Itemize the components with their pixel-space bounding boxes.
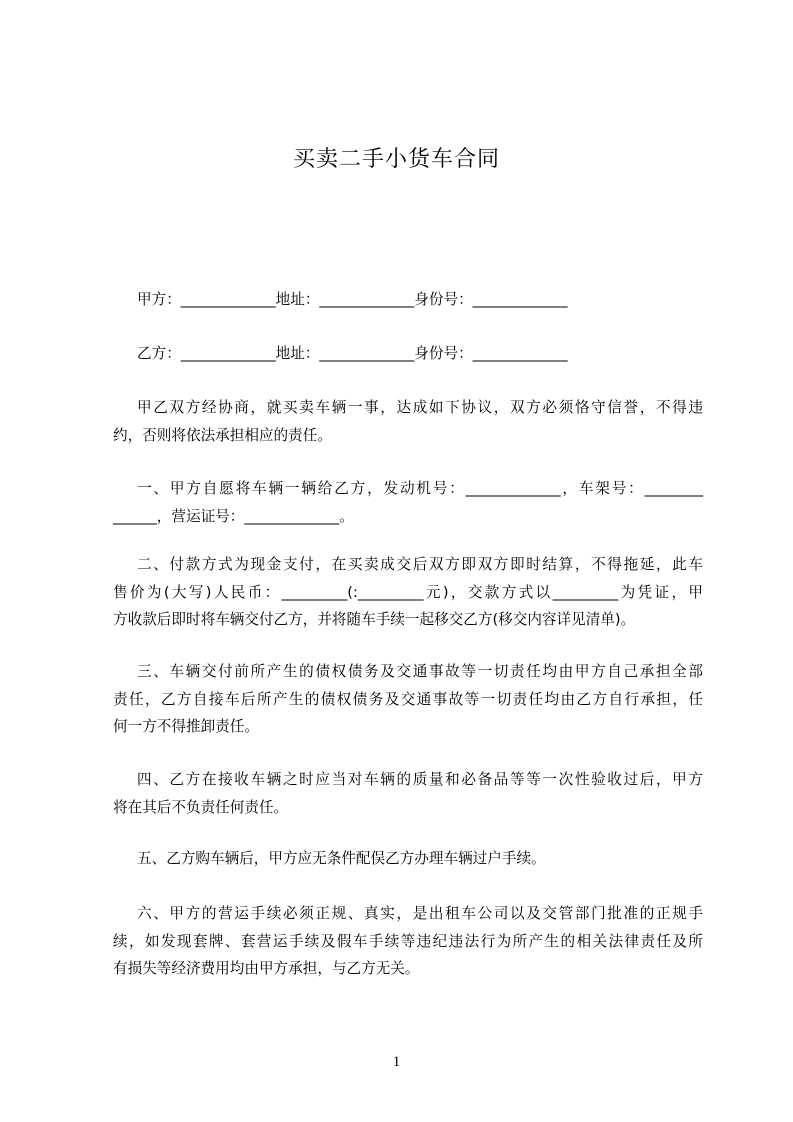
page-number: 1: [392, 1054, 401, 1070]
paragraph-line: 约，否则将依法承担相应的责任。: [113, 426, 332, 444]
paragraph: [113, 286, 703, 314]
paragraph-line: 责任，乙方自接车后所产生的债权债务及交通事故等一切责任均由乙方自行承担，任: [113, 690, 703, 708]
paragraph-line: 方收款后即时将车辆交付乙方，并将随车手续一起移交乙方(移交内容详见清单)。: [113, 611, 636, 628]
paragraph-line: 有损失等经济费用均由甲方承担，与乙方无关。: [113, 960, 420, 977]
paragraph-line: 五、乙方购车辆后，甲方应无条件配俣乙方办理车辆过户手续。: [137, 850, 546, 867]
paragraph-line: 二、付款方式为现金支付，在买卖成交后双方即双方即时结算，不得拖延，此车: [137, 556, 703, 573]
paragraph-line: 甲乙双方经协商，就买卖车辆一事，达成如下协议，双方必须恪守信誉，不得违: [137, 399, 703, 416]
paragraph: [113, 475, 703, 530]
paragraph-line: 何一方不得推卸责任。: [113, 718, 259, 735]
paragraph: [113, 658, 703, 741]
paragraph: [113, 845, 703, 873]
paragraph-line: 乙方：_____________地址：_____________身份号：_____________: [137, 345, 568, 362]
paragraph: [113, 551, 703, 634]
paragraph-line: 四、乙方在接收车辆之时应当对车辆的质量和必备品等等一次性验收过后，甲方: [137, 771, 703, 788]
paragraph-line: 售价为(大写)人民币：_________(:_________元)，交款方式以_________为凭证，甲: [113, 583, 703, 601]
paragraph-line: ______，营运证号：_____________。: [113, 507, 354, 525]
paragraph: [113, 394, 703, 449]
paragraph-line: 将在其后不负责任何责任。: [113, 798, 289, 816]
paragraph-line: 续，如发现套牌、套营运手续及假车手续等违纪违法行为所产生的相关法律责任及所: [113, 932, 703, 950]
paragraph: [113, 340, 703, 368]
paragraph-line: 三、车辆交付前所产生的债权债务及交通事故等一切责任均由甲方自己承担全部: [137, 663, 703, 680]
document-title: 买卖二手小货车合同: [292, 147, 500, 172]
paragraph: [113, 900, 703, 983]
paragraph-line: 一、甲方自愿将车辆一辆给乙方，发动机号：_____________，车架号：________: [137, 480, 703, 497]
paragraph: [113, 766, 703, 821]
paragraph-line: 甲方：_____________地址：_____________身份号：_____________: [137, 291, 568, 308]
paragraph-line: 六、甲方的营运手续必须正规、真实，是出租车公司以及交管部门批准的正规手: [137, 905, 703, 922]
